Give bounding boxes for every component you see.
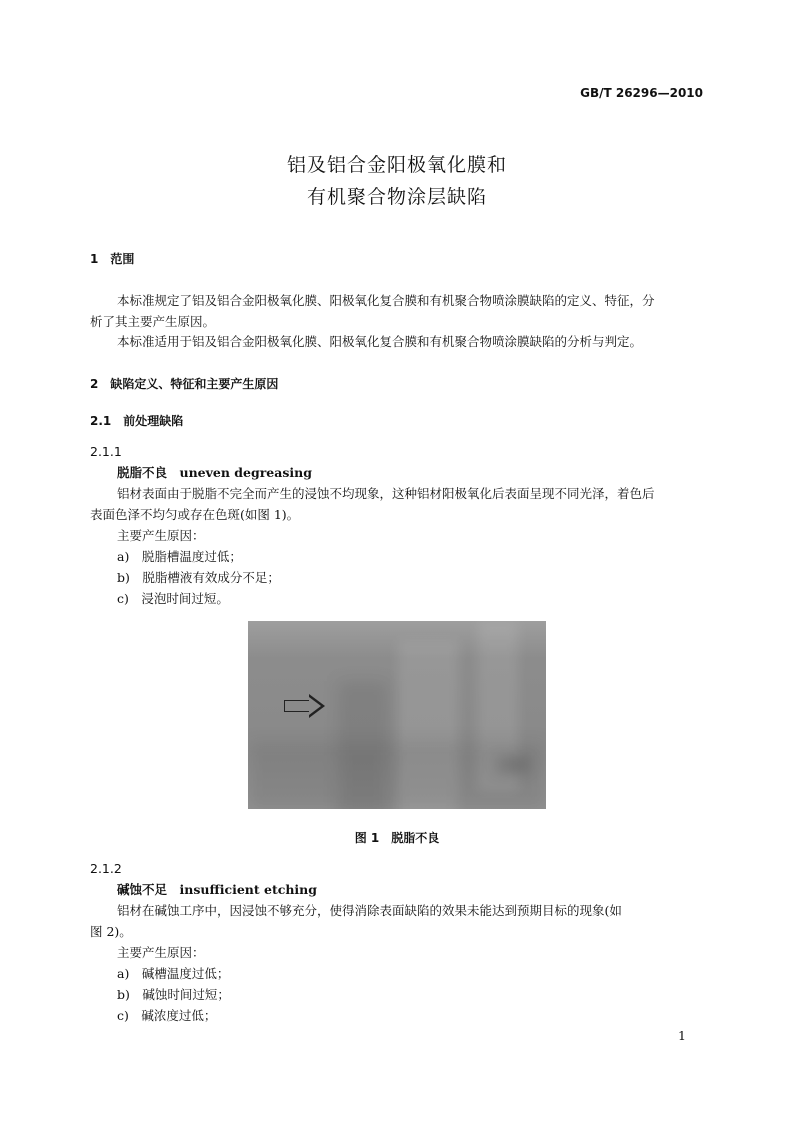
section-1-para-1-line-1: 本标准规定了铝及铝合金阳极氧化膜、阳极氧化复合膜和有机聚合物喷涂膜缺陷的定义、特征，分 — [117, 293, 655, 308]
standard-code: GB/T 26296—2010 — [580, 86, 703, 100]
item-2-1-2-desc-line-2: 图 2)。 — [90, 924, 132, 939]
arrow-head-fill — [309, 697, 321, 715]
document-title-line-1: 铝及铝合金阳极氧化膜和 — [286, 154, 507, 176]
section-1-heading: 1 范围 — [90, 252, 135, 266]
document-title-line-2: 有机聚合物涂层缺陷 — [306, 186, 487, 208]
item-2-1-2-cause-c: c) 碱浓度过低； — [117, 1008, 217, 1023]
section-2-heading: 2 缺陷定义、特征和主要产生原因 — [90, 377, 279, 391]
item-2-1-1-desc-line-1: 铝材表面由于脱脂不完全而产生的浸蚀不均现象，这种铝材阳极氧化后表面呈现不同光泽，着色后 — [117, 486, 655, 501]
figure-1-photo — [248, 621, 546, 809]
item-2-1-2-causes-label: 主要产生原因： — [117, 945, 205, 960]
item-2-1-2-cause-a: a) 碱槽温度过低； — [117, 966, 230, 981]
item-2-1-2-desc-line-1: 铝材在碱蚀工序中，因浸蚀不够充分，使得消除表面缺陷的效果未能达到预期目标的现象(如 — [117, 903, 622, 918]
item-2-1-2-term: 碱蚀不足 insufficient etching — [117, 882, 318, 897]
section-2-1-heading: 2.1 前处理缺陷 — [90, 414, 184, 428]
item-2-1-1-desc-line-2: 表面色泽不均匀或存在色斑(如图 1)。 — [90, 507, 300, 522]
item-2-1-1-term: 脱脂不良 uneven degreasing — [117, 465, 312, 480]
item-2-1-1-number: 2.1.1 — [90, 444, 122, 459]
item-2-1-2-cause-b: b) 碱蚀时间过短； — [117, 987, 230, 1002]
item-2-1-2-number: 2.1.2 — [90, 861, 122, 876]
page-number: 1 — [678, 1028, 686, 1043]
section-1-para-1-line-2: 析了其主要产生原因。 — [90, 314, 216, 329]
item-2-1-1-causes-label: 主要产生原因： — [117, 528, 205, 543]
arrow-right-icon — [284, 700, 310, 712]
item-2-1-1-cause-b: b) 脱脂槽液有效成分不足； — [117, 570, 280, 585]
section-1-para-2: 本标准适用于铝及铝合金阳极氧化膜、阳极氧化复合膜和有机聚合物喷涂膜缺陷的分析与判定。 — [117, 334, 643, 349]
item-2-1-1-cause-a: a) 脱脂槽温度过低； — [117, 549, 242, 564]
item-2-1-1-cause-c: c) 浸泡时间过短。 — [117, 591, 229, 606]
figure-1-caption: 图 1 脱脂不良 — [354, 831, 440, 845]
